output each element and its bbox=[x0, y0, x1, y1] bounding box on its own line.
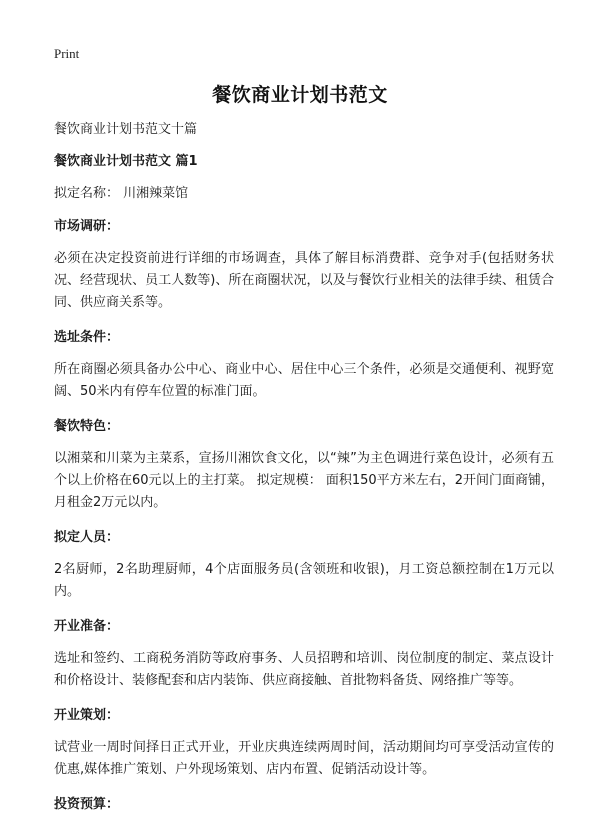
document-subtitle: 餐饮商业计划书范文十篇 bbox=[54, 122, 198, 137]
section-body-opening-preparation: 选址和签约、工商税务消防等政府事务、人员招聘和培训、岗位制度的制定、菜点设计和价格设计、装修配套和店内装饰、供应商接触、首批物料备货、网络推广等等。 bbox=[54, 651, 554, 688]
section-body-opening-planning: 试营业一周时间择日正式开业，开业庆典连续两周时间，活动期间均可享受活动宣传的优惠,媒体推广策划、户外现场策划、店内布置、促销活动设计等。 bbox=[54, 740, 554, 777]
section-body-cuisine-features: 以湘菜和川菜为主菜系，宣扬川湘饮食文化，以“辣”为主色调进行菜色设计，必须有五个以上价格在60元以上的主打菜。 拟定规模： 面积150平方米左右，2开间门面商铺，月租金2万元以内。 bbox=[54, 451, 554, 510]
section-heading-market-research: 市场调研： bbox=[54, 219, 120, 234]
section-body-site-selection: 所在商圈必须具备办公中心、商业中心、居住中心三个条件，必须是交通便利、视野宽阔、50米内有停车位置的标准门面。 bbox=[54, 362, 554, 399]
section-heading-site-selection: 选址条件： bbox=[54, 330, 120, 345]
section-body-market-research: 必须在决定投资前进行详细的市场调查，具体了解目标消费群、竞争对手(包括财务状况、经营现状、员工人数等)、所在商圈状况，以及与餐饮行业相关的法律手续、租赁合同、供应商关系等。 bbox=[54, 251, 554, 310]
section-heading-opening-planning: 开业策划： bbox=[54, 708, 120, 723]
document-content bbox=[54, 119, 554, 826]
section-heading-staffing: 拟定人员： bbox=[54, 530, 120, 545]
document-title: 餐饮商业计划书范文 bbox=[212, 84, 388, 106]
section-heading-opening-preparation: 开业准备： bbox=[54, 619, 120, 634]
proposed-name: 拟定名称： 川湘辣菜馆 bbox=[54, 186, 189, 201]
section-heading-cuisine-features: 餐饮特色： bbox=[54, 419, 120, 434]
section-heading-investment-budget: 投资预算： bbox=[54, 797, 120, 812]
print-link[interactable]: Print bbox=[54, 46, 80, 61]
section-body-staffing: 2名厨师，2名助理厨师，4个店面服务员(含领班和收银)，月工资总额控制在1万元以内。 bbox=[54, 562, 554, 599]
article-title: 餐饮商业计划书范文 篇1 bbox=[54, 154, 198, 169]
